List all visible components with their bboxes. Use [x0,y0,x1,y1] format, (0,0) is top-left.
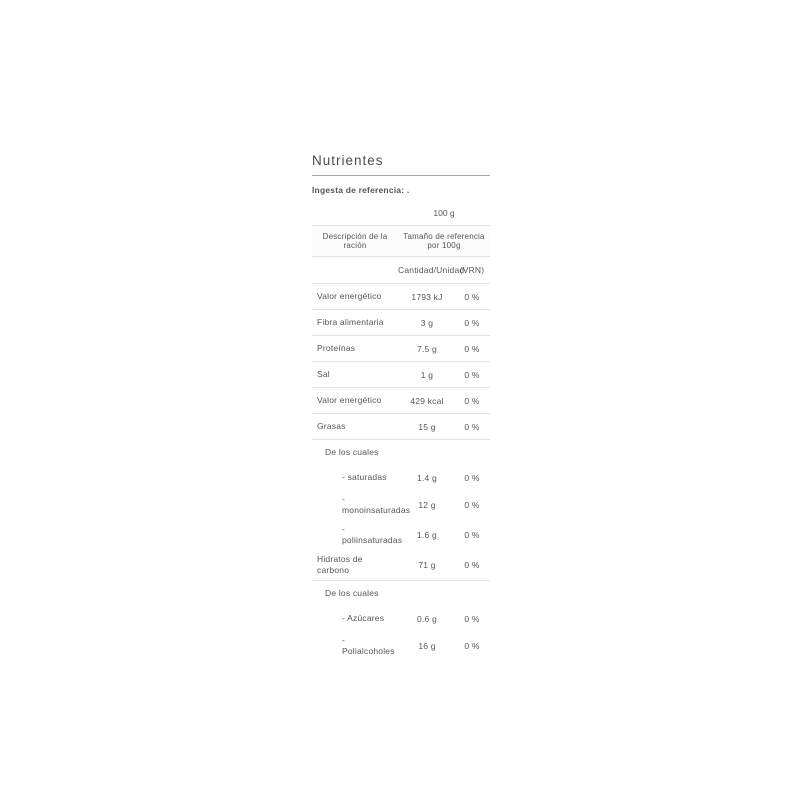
table-group-label-row [312,440,490,465]
row-label: Sal [317,368,330,379]
row-vrn: 0 % [464,343,480,354]
column-header-vrn: (VRN) [459,265,485,275]
row-vrn: 0 % [464,560,480,571]
page-title: Nutrientes [312,153,490,176]
table-row [312,336,490,362]
table-row [312,550,490,581]
table-row [312,388,490,414]
table-row [312,284,490,310]
row-amount: 429 kcal [410,395,444,406]
row-vrn: 0 % [464,421,480,432]
row-label: Hidratos de carbono [317,554,363,576]
row-label: Proteínas [317,342,356,353]
row-amount: 7.5 g [417,343,437,354]
serving-size-row [312,208,490,218]
table-row [312,465,490,490]
row-label: De los cuales [325,588,379,599]
row-vrn: 0 % [464,613,480,624]
reference-intake-note: Ingesta de referencia: . [312,185,410,195]
table-group-label-row [312,581,490,606]
table-row [312,310,490,336]
row-amount: 3 g [420,317,434,328]
serving-size-spacer [312,208,398,218]
row-label: - saturadas [342,471,387,482]
table-row [312,631,490,661]
row-amount: 1.4 g [417,472,437,483]
table-body [312,284,490,661]
row-amount: 16 g [418,641,436,652]
nutrition-panel [312,153,490,661]
table-row [312,414,490,440]
row-vrn: 0 % [464,641,480,652]
row-vrn: 0 % [464,369,480,380]
row-label: De los cuales [325,446,379,457]
row-vrn: 0 % [464,395,480,406]
row-amount: 1793 kJ [411,291,443,302]
row-amount: 0.6 g [417,613,437,624]
table-row [312,490,490,520]
row-vrn: 0 % [464,472,480,483]
table-row [312,520,490,550]
row-amount: 12 g [418,500,436,511]
column-header-description: Descripción de la ración [322,232,388,250]
table-row [312,606,490,631]
row-label: Valor energético [317,290,382,301]
row-vrn: 0 % [464,530,480,541]
row-amount: 15 g [418,421,436,432]
row-label: Grasas [317,420,346,431]
row-vrn: 0 % [464,500,480,511]
row-vrn: 0 % [464,317,480,328]
row-amount: 1 g [420,369,434,380]
table-header-row [312,225,490,257]
row-label: - Polialcoholes [342,635,395,657]
row-label: - Azúcares [342,613,385,624]
column-header-reference-size: Tamaño de referencia por 100g [403,232,485,250]
serving-size-value: 100 g [433,208,455,218]
row-label: - monoinsaturadas [342,494,411,516]
row-vrn: 0 % [464,291,480,302]
row-amount: 1.6 g [417,530,437,541]
row-amount: 71 g [418,560,436,571]
row-label: - poliinsaturadas [342,524,403,546]
table-row [312,362,490,388]
row-label: Valor energético [317,394,382,405]
row-label: Fibra alimentaria [317,316,384,327]
column-header-amount-unit: Cantidad/Unidad [398,265,465,275]
table-subheader-row [312,257,490,284]
